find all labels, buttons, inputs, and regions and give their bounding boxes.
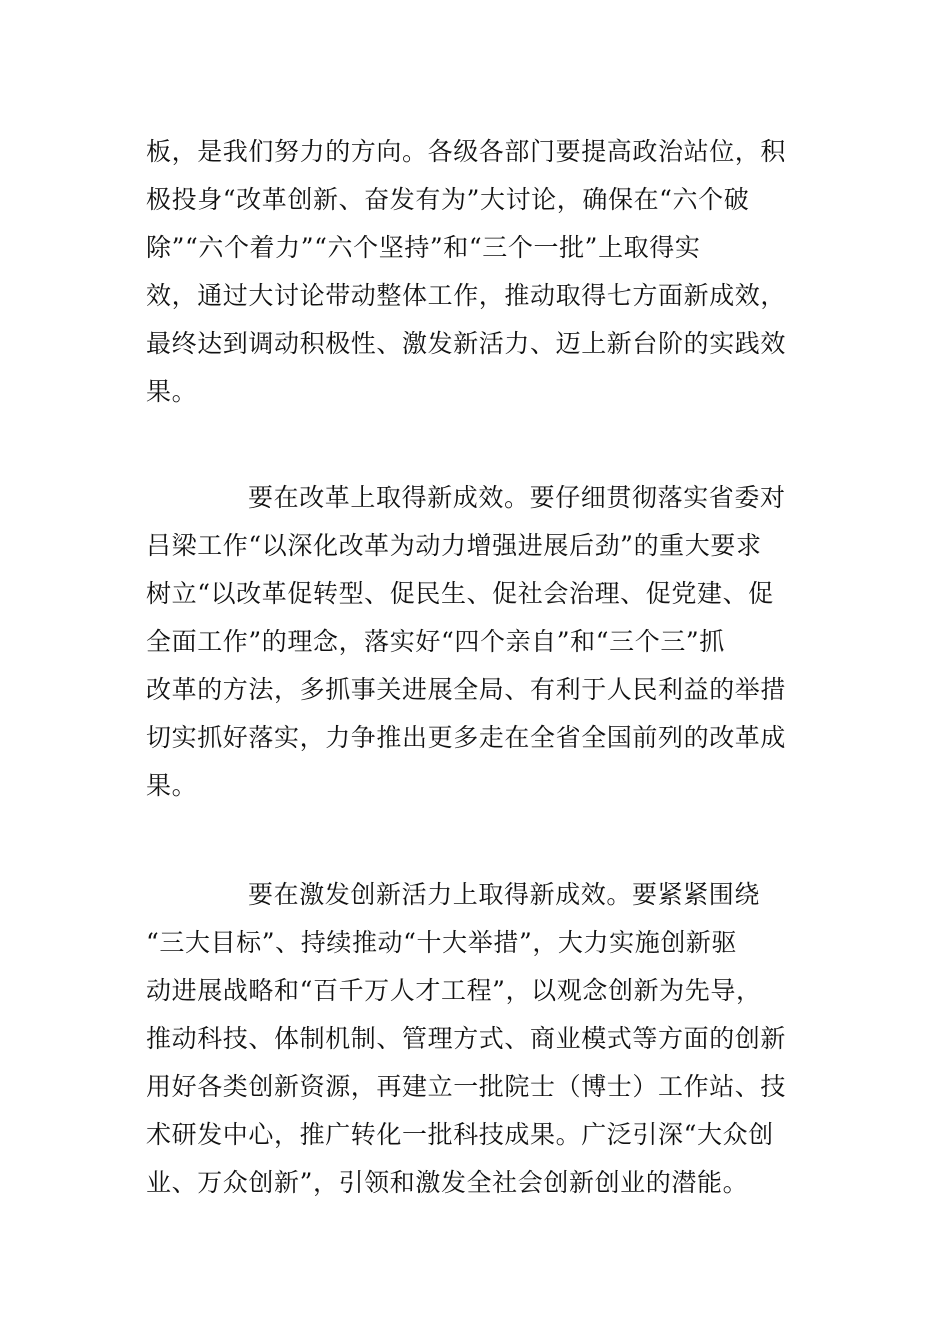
- text-line: 术研发中心，推广转化一批科技成果。广泛引深“大众创: [146, 1120, 774, 1149]
- text-line-first: 要在改革上取得新成效。要仔细贯彻落实省委对: [248, 483, 786, 512]
- text-line: 果。: [146, 377, 198, 406]
- text-line: 果。: [146, 771, 198, 800]
- text-line: 业、万众创新”，引领和激发全社会创新创业的潜能。: [146, 1168, 749, 1197]
- text-line: 改革的方法，多抓事关进展全局、有利于人民利益的举措: [146, 675, 787, 704]
- text-line: 吕梁工作“以深化改革为动力增强进展后劲”的重大要求: [146, 531, 762, 560]
- text-line: 全面工作”的理念，落实好“四个亲自”和“三个三”抓: [146, 627, 725, 656]
- paragraph-innovation: [146, 871, 826, 1207]
- text-line: 除”“六个着力”“六个坚持”和“三个一批”上取得实: [146, 233, 701, 262]
- text-line: 最终达到调动积极性、激发新活力、迈上新台阶的实践效: [146, 329, 787, 358]
- paragraph-continuation: [146, 128, 826, 416]
- text-line: 板，是我们努力的方向。各级各部门要提高政治站位，积: [146, 137, 787, 166]
- text-line: “三大目标”、持续推动“十大举措”，大力实施创新驱: [146, 928, 738, 957]
- text-line: 切实抓好落实，力争推出更多走在全省全国前列的改革成: [146, 723, 787, 752]
- text-line: 用好各类创新资源，再建立一批院士（博士）工作站、技: [146, 1072, 787, 1101]
- text-line: 效，通过大讨论带动整体工作，推动取得七方面新成效，: [146, 281, 787, 310]
- text-line-first: 要在激发创新活力上取得新成效。要紧紧围绕: [248, 880, 761, 909]
- text-line: 树立“以改革促转型、促民生、促社会治理、促党建、促: [146, 579, 774, 608]
- text-line: 推动科技、体制机制、管理方式、商业模式等方面的创新: [146, 1024, 787, 1053]
- text-line: 极投身“改革创新、奋发有为”大讨论，确保在“六个破: [146, 185, 750, 214]
- text-line: 动进展战略和“百千万人才工程”，以观念创新为先导，: [146, 976, 762, 1005]
- paragraph-reform: [146, 474, 826, 810]
